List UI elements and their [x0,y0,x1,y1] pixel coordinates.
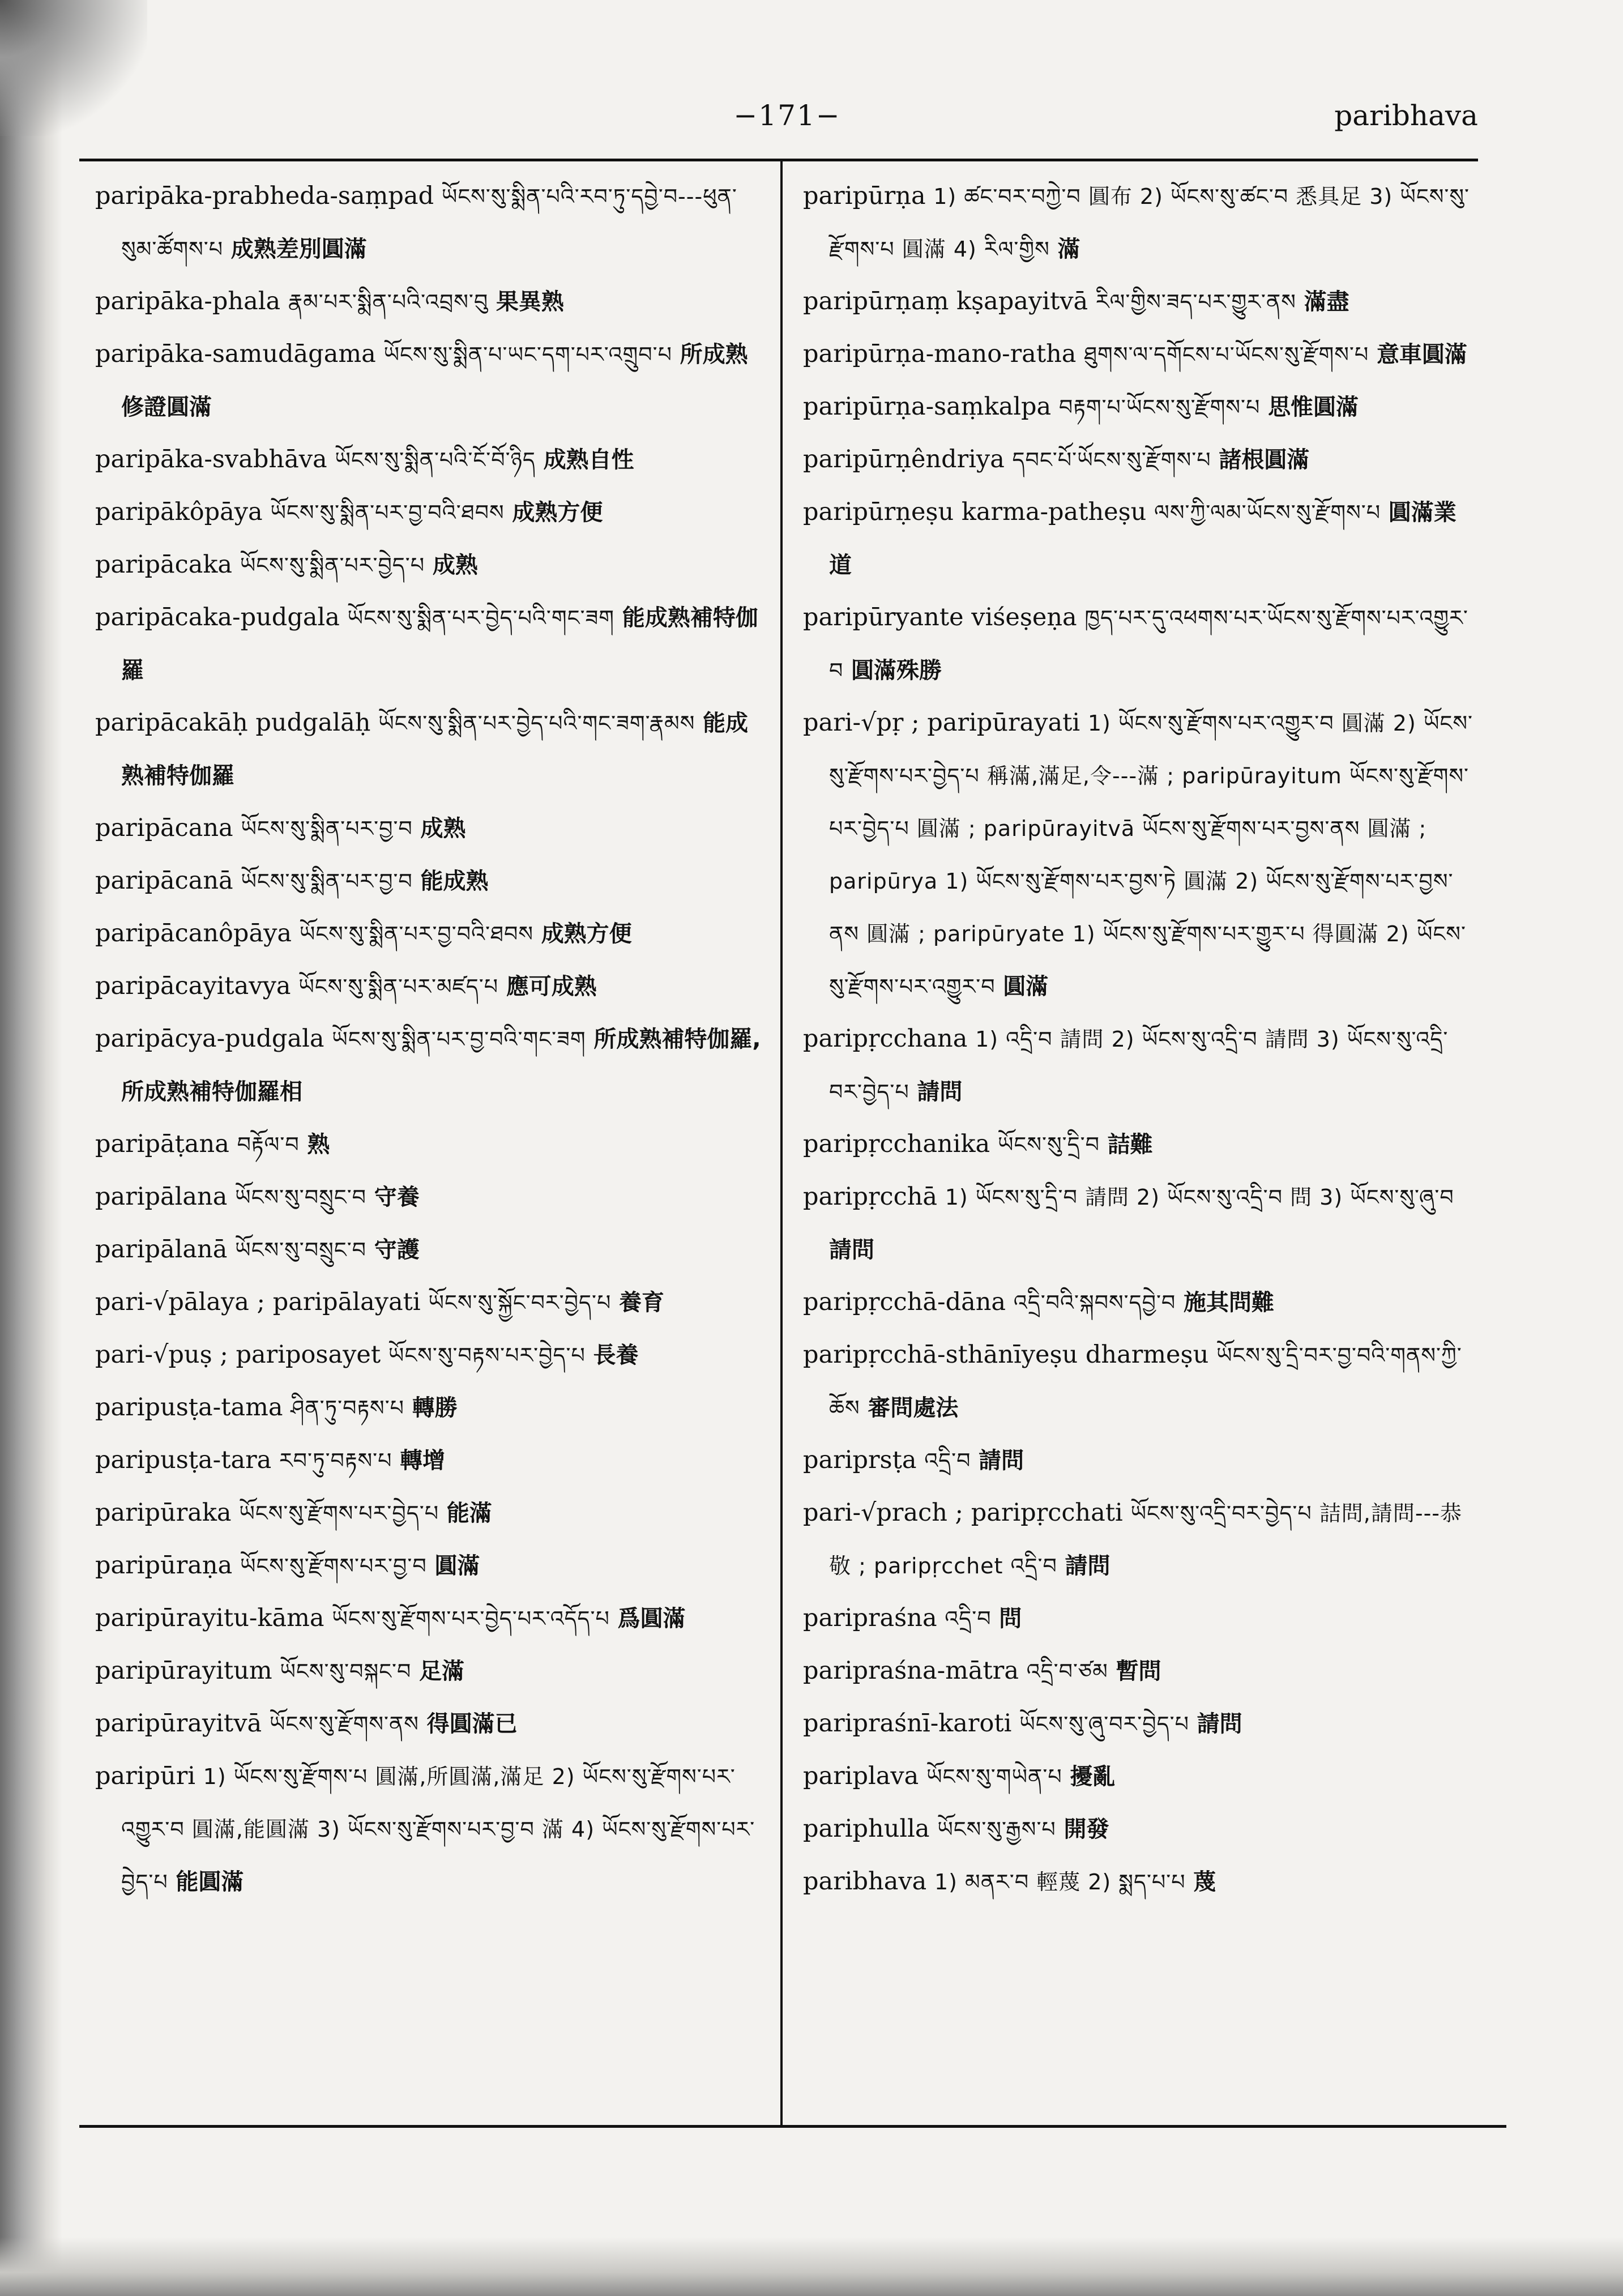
entry-tibetan: འདྲི་བ [945,1606,992,1631]
entry-headword: paripūrṇeṣu karma-patheṣu [803,498,1147,526]
dictionary-entry [95,1697,763,1750]
dictionary-entry [803,1434,1477,1487]
dictionary-entry [95,486,763,539]
dictionary-entry [95,697,763,802]
entry-tibetan: 1) འདྲི་བ 請問 2) ཡོངས་སུ་འདྲི་བ 請問 3) ཡོངས་སུ་འདྲི་བར་བྱེད་པ [829,1027,1449,1104]
dictionary-entry [803,1171,1477,1276]
dictionary-entry [95,1645,763,1697]
entry-headword: paripūrṇa-mano-ratha [803,340,1077,368]
dictionary-entry [95,1434,763,1487]
dictionary-entry [803,1750,1477,1803]
entry-headword: paripāka-svabhāva [95,445,327,473]
entry-headword: paripācya-pudgala [95,1025,324,1053]
entry-chinese: 守護 [374,1237,420,1263]
dictionary-entry [95,1750,763,1908]
entry-headword: paripṛcchanika [803,1130,990,1158]
entry-chinese: 轉勝 [412,1395,458,1421]
dictionary-entry [803,1118,1477,1171]
entry-chinese: 能滿 [446,1500,492,1526]
entry-chinese: 滿盡 [1304,289,1349,315]
entry-headword: pariprsṭa [803,1446,917,1474]
entry-headword: paripūrayitvā [95,1709,262,1738]
dictionary-entry [95,1329,763,1381]
header-rule [79,159,1478,161]
entry-chinese: 果異熟 [496,289,564,315]
entry-tibetan: ཡོངས་སུ་རྫོགས་པར་བྱེད་པར་འདོད་པ [332,1606,610,1631]
entry-headword: paripūrṇa-saṃkalpa [803,392,1052,421]
entry-tibetan: ལས་ཀྱི་ལམ་ཡོངས་སུ་རྫོགས་པ [1154,500,1381,525]
dictionary-entry [95,1013,763,1118]
running-head: paribhava [1334,99,1478,132]
dictionary-entry [95,802,763,855]
entry-tibetan: འདྲི་བའི་སྐབས་དབྱེ་བ [1013,1290,1176,1315]
entry-tibetan: ཡོངས་སུ་དྲི་བར་བྱ་བའི་གནས་ཀྱི་ཆོས [829,1343,1462,1420]
entry-chinese: 圓滿 [1003,974,1049,1000]
entry-tibetan: རྣམ་པར་སྨིན་པའི་འབྲས་བུ [288,289,489,314]
entry-tibetan: ཡོངས་སུ་བསྲུང་བ [235,1185,367,1210]
entry-chinese: 能成熟補特伽羅 [121,605,758,684]
entry-chinese: 足滿 [419,1658,465,1684]
entry-chinese: 應可成熟 [506,974,597,1000]
dictionary-entry [95,1487,763,1539]
entry-headword: paripācakāḥ pudgalāḥ [95,709,371,737]
entry-chinese: 滿 [1057,236,1080,262]
entry-tibetan: ཡོངས་སུ་སྨིན་པའི་ངོ་བོ་ཉིད [335,447,536,472]
entry-tibetan: ཁྱད་པར་དུ་འཕགས་པར་ཡོངས་སུ་རྫོགས་པར་འགྱུར་བ [829,605,1468,683]
entry-tibetan: ཡོངས་སུ་བསྲུང་བ [235,1237,367,1262]
dictionary-entry [803,1803,1477,1855]
entry-chinese: 長養 [593,1342,639,1368]
entry-chinese: 守養 [374,1184,420,1210]
entry-chinese: 成熟方便 [512,500,603,526]
dictionary-entry [95,907,763,960]
entry-chinese: 請問 [1197,1711,1242,1737]
entry-chinese: 轉增 [400,1448,446,1474]
page-header [79,99,1478,144]
entry-headword: pari-√pṛ ; paripūrayati [803,709,1080,737]
entry-tibetan: རིལ་གྱིས་ཟད་པར་གྱུར་ནས [1095,289,1296,314]
dictionary-entry [803,1697,1477,1750]
entry-headword: paripraśna [803,1604,937,1632]
entry-tibetan: ཐུགས་ལ་དགོངས་པ་ཡོངས་སུ་རྫོགས་པ [1084,342,1369,367]
entry-tibetan: 1) ཚང་བར་བཀྱེ་བ 圓布 2) ཡོངས་སུ་ཚང་བ 悉具足 3) ཡོངས་སུ་རྫོགས་པ 圓滿 4) རིལ་གྱིས [829,184,1470,262]
entry-tibetan: འདྲི་བ [924,1448,971,1473]
entry-tibetan: ཡོངས་སུ་རྫོགས་པར་བྱེད་པ [239,1501,439,1526]
entry-tibetan: ཡོངས་སུ་སྨིན་པར་བྱེད་པའི་གང་ཟག [347,605,615,630]
entry-chinese: 施其問難 [1183,1290,1274,1316]
entry-tibetan: ཡོངས་སུ་འདྲི་བར་བྱེད་པ 詰問,請問---恭敬 ; paripṛcchet འདྲི་བ [829,1501,1462,1578]
page-bottom-shadow [0,2237,1623,2296]
entry-tibetan: 1) ཡོངས་སུ་རྫོགས་པ 圓滿,所圓滿,滿足 2) ཡོངས་སུ་རྫོགས་པར་འགྱུར་བ 圓滿,能圓滿 3) ཡོངས་སུ་རྫོགས་པར་བྱ་བ 滿 4) ཡོངས་སུ་རྫོགས་པར་བྱེད་པ [121,1764,755,1894]
entry-headword: paripūrayitum [95,1657,272,1685]
entry-tibetan: 1) ཡོངས་སུ་རྫོགས་པར་འགྱུར་བ 圓滿 2) ཡོངས་སུ་རྫོགས་པར་བྱེད་པ 稱滿,滿足,令---滿 ; paripūrayitum ཡོངས་སུ་རྫོགས་པར་བྱེད་པ 圓滿 ; paripūrayitvā ཡོངས་སུ་རྫོགས་པར་བྱས་ནས 圓滿 ; paripūrya 1) ཡོངས་སུ་རྫོགས་པར་བྱས་ཏེ 圓滿 2) ཡོངས་སུ་རྫོགས་པར་བྱས་ནས 圓滿 ; paripūryate 1) ཡོངས་སུ་རྫོགས་པར་གྱུར་པ 得圓滿 2) ཡོངས་སུ་རྫོགས་པར་འགྱུར་བ [829,711,1473,999]
page-edge-shadow [0,0,62,2296]
entry-headword: paripṛcchā [803,1183,938,1211]
entry-chinese: 成熟方便 [541,921,632,947]
entry-headword: paripākôpāya [95,498,263,526]
entry-chinese: 審問處法 [868,1395,959,1421]
dictionary-entry [803,697,1477,1013]
entry-tibetan: ཡོངས་སུ་སྨིན་པར་བྱ་བའི་ཐབས [270,500,505,525]
dictionary-entry [95,328,763,433]
entry-chinese: 請問 [829,1237,874,1263]
entry-tibetan: ཡོངས་སུ་སྨིན་པ་ཡང་དག་པར་འགྲུབ་པ [383,342,672,367]
entry-tibetan: 1) མནར་བ 輕蔑 2) སྨད་པ་པ [934,1870,1186,1894]
page-number: −171− [733,99,841,132]
entry-tibetan: རབ་ཏུ་བརྟས་པ [279,1448,392,1473]
entry-headword: paripāṭana [95,1130,229,1158]
entry-headword: paripāka-prabheda-saṃpad [95,182,434,210]
dictionary-entry [803,1487,1477,1592]
entry-tibetan: ཡོངས་སུ་རྒྱས་པ [937,1817,1056,1842]
entry-tibetan: ཡོངས་སུ་སྨིན་པར་བྱ་བའི་ཐབས [299,921,534,946]
dictionary-entry [95,960,763,1013]
entry-tibetan: བརྟག་པ་ཡོངས་སུ་རྫོགས་པ [1058,395,1261,420]
entry-headword: paripācana [95,814,233,842]
entry-headword: paripāka-samudāgama [95,340,376,368]
entry-chinese: 意車圓滿 [1376,342,1467,368]
dictionary-entry [803,381,1477,433]
entry-headword: paripraśna-mātra [803,1657,1019,1685]
dictionary-entry [803,1855,1477,1908]
dictionary-entry [803,433,1477,486]
entry-tibetan: ཡོངས་སུ་སྨིན་པར་བྱེད་པ [240,553,425,578]
dictionary-entry [803,275,1477,328]
entry-chinese: 開發 [1064,1816,1109,1842]
entry-headword: paripācanôpāya [95,919,292,948]
entry-tibetan: ཡོངས་སུ་གཡེན་པ [926,1764,1062,1789]
entry-tibetan: འདྲི་བ་ཙམ [1026,1659,1108,1684]
entry-headword: paripūraṇa [95,1551,233,1580]
entry-tibetan: ཡོངས་སུ་བརྟས་པར་བྱེད་པ [388,1343,586,1368]
dictionary-entry [95,539,763,591]
entry-chinese: 所成熟補特伽羅,所成熟補特伽羅相 [121,1026,761,1105]
dictionary-entry [803,591,1477,697]
entry-chinese: 圓滿業道 [829,500,1457,578]
dictionary-entry [803,486,1477,591]
entry-tibetan: ཡོངས་སུ་དྲི་བ [997,1132,1100,1157]
entry-headword: paripālanā [95,1235,228,1264]
entry-tibetan: ཡོངས་སུ་སྨིན་པར་བྱེད་པའི་གང་ཟག་རྣམས [378,711,695,736]
column-divider [780,160,783,2125]
entry-headword: paripācaka [95,550,233,579]
entry-chinese: 思惟圓滿 [1268,394,1359,420]
entry-chinese: 養育 [619,1290,665,1316]
entry-headword: pariphulla [803,1815,930,1843]
dictionary-entry [95,170,763,275]
entry-headword: paripāka-phala [95,287,281,315]
entry-tibetan: ཡོངས་སུ་རྫོགས་པར་བྱ་བ [240,1554,427,1578]
entry-headword: paripūryante viśeṣeṇa [803,603,1077,631]
dictionary-entry [95,1592,763,1645]
entry-tibetan: དབང་པོ་ཡོངས་སུ་རྫོགས་པ [1012,447,1211,472]
entry-headword: paripūraka [95,1499,232,1527]
dictionary-entry [95,1276,763,1329]
entry-chinese: 擾亂 [1070,1764,1116,1790]
entry-chinese: 圓滿 [434,1553,480,1579]
entry-headword: paribhava [803,1867,927,1896]
entry-chinese: 請問 [979,1448,1024,1474]
entry-tibetan: ཡོངས་སུ་སྐྱོང་བར་བྱེད་པ [428,1290,612,1315]
entry-chinese: 爲圓滿 [617,1606,686,1632]
entry-chinese: 圓滿殊勝 [851,658,942,684]
entry-headword: paripūrṇaṃ kṣapayitvā [803,287,1088,315]
entry-chinese: 成熟 [420,816,466,842]
entry-headword: paripācayitavya [95,972,291,1000]
dictionary-entry [95,1223,763,1276]
dictionary-entry [95,591,763,697]
entry-headword: pariplava [803,1762,919,1790]
entry-tibetan: ཡོངས་སུ་སྨིན་པར་བྱ་བ [241,816,413,841]
entry-headword: paripṛcchana [803,1025,968,1053]
entry-headword: paripṛcchā-dāna [803,1288,1006,1316]
entry-chinese: 暫問 [1116,1658,1161,1684]
entry-headword: paripṛcchā-sthānīyeṣu dharmeṣu [803,1341,1209,1369]
entry-tibetan: ཤིན་ཏུ་བརྟས་པ [291,1395,405,1420]
dictionary-entry [803,1276,1477,1329]
entry-headword: paripācanā [95,867,233,895]
entry-chinese: 成熟差別圓滿 [230,236,367,262]
entry-tibetan: ཡོངས་སུ་སྨིན་པར་བྱ་བ [241,869,413,894]
entry-chinese: 熟 [307,1132,330,1158]
entry-chinese: 蔑 [1193,1869,1216,1895]
entry-chinese: 成熟自性 [543,447,634,473]
dictionary-entry [95,1118,763,1171]
dictionary-entry [95,1171,763,1223]
entry-headword: pari-√puṣ ; pariposayet [95,1341,381,1369]
entry-chinese: 詰難 [1107,1132,1153,1158]
entry-chinese: 問 [999,1606,1022,1632]
dictionary-entry [803,170,1477,275]
entry-chinese: 所成熟修證圓滿 [121,342,748,420]
dictionary-entry [95,1381,763,1434]
entry-headword: paripusṭa-tara [95,1446,272,1474]
entry-chinese: 能成熟補特伽羅 [121,710,749,789]
dictionary-entry [803,1645,1477,1697]
entry-chinese: 請問 [1065,1553,1111,1579]
entry-chinese: 成熟 [432,552,478,578]
entry-headword: paripraśnī-karoti [803,1709,1012,1738]
entry-tibetan: ཡོངས་སུ་བསྐང་བ [280,1659,412,1684]
entry-tibetan: ཡོངས་སུ་ཞུ་བར་བྱེད་པ [1019,1712,1189,1736]
left-column [95,170,763,2118]
dictionary-entry [803,328,1477,381]
dictionary-entry [95,433,763,486]
dictionary-entry [95,275,763,328]
dictionary-entry [803,1013,1477,1118]
entry-headword: paripūrṇa [803,182,926,210]
right-column [803,170,1477,2118]
entry-chinese: 得圓滿已 [426,1711,518,1737]
footer-rule [79,2125,1506,2128]
entry-tibetan: ཡོངས་སུ་སྨིན་པར་མཛད་པ [298,974,499,999]
entry-headword: paripūri [95,1762,195,1790]
entry-chinese: 能成熟 [420,868,489,894]
entry-headword: paripusṭa-tama [95,1393,283,1422]
entry-headword: paripūrṇêndriya [803,445,1005,473]
entry-headword: pari-√prach ; paripṛcchati [803,1499,1123,1527]
dictionary-entry [95,855,763,907]
entry-tibetan: 1) ཡོངས་སུ་དྲི་བ 請問 2) ཡོངས་སུ་འདྲི་བ 問 3) ཡོངས་སུ་ཞུ་བ [945,1185,1454,1210]
entry-chinese: 能圓滿 [176,1869,244,1895]
entry-tibetan: ཡོངས་སུ་རྫོགས་ནས [269,1712,419,1736]
dictionary-entry [803,1329,1477,1434]
entry-headword: paripālana [95,1183,228,1211]
entry-chinese: 諸根圓滿 [1219,447,1310,473]
dictionary-entry [803,1592,1477,1645]
entry-tibetan: ཡོངས་སུ་སྨིན་པའི་རབ་ཏུ་དབྱེ་བ---ཕུན་སུམ་ཚོགས་པ [121,184,737,262]
entry-headword: paripācaka-pudgala [95,603,340,631]
entry-tibetan: བརྟོལ་བ [237,1132,300,1157]
dictionary-entry [95,1539,763,1592]
entry-tibetan: ཡོངས་སུ་སྨིན་པར་བྱ་བའི་གང་ཟག [332,1027,586,1052]
entry-chinese: 請問 [917,1079,963,1105]
entry-headword: paripūrayitu-kāma [95,1604,324,1632]
entry-headword: pari-√pālaya ; paripālayati [95,1288,421,1316]
